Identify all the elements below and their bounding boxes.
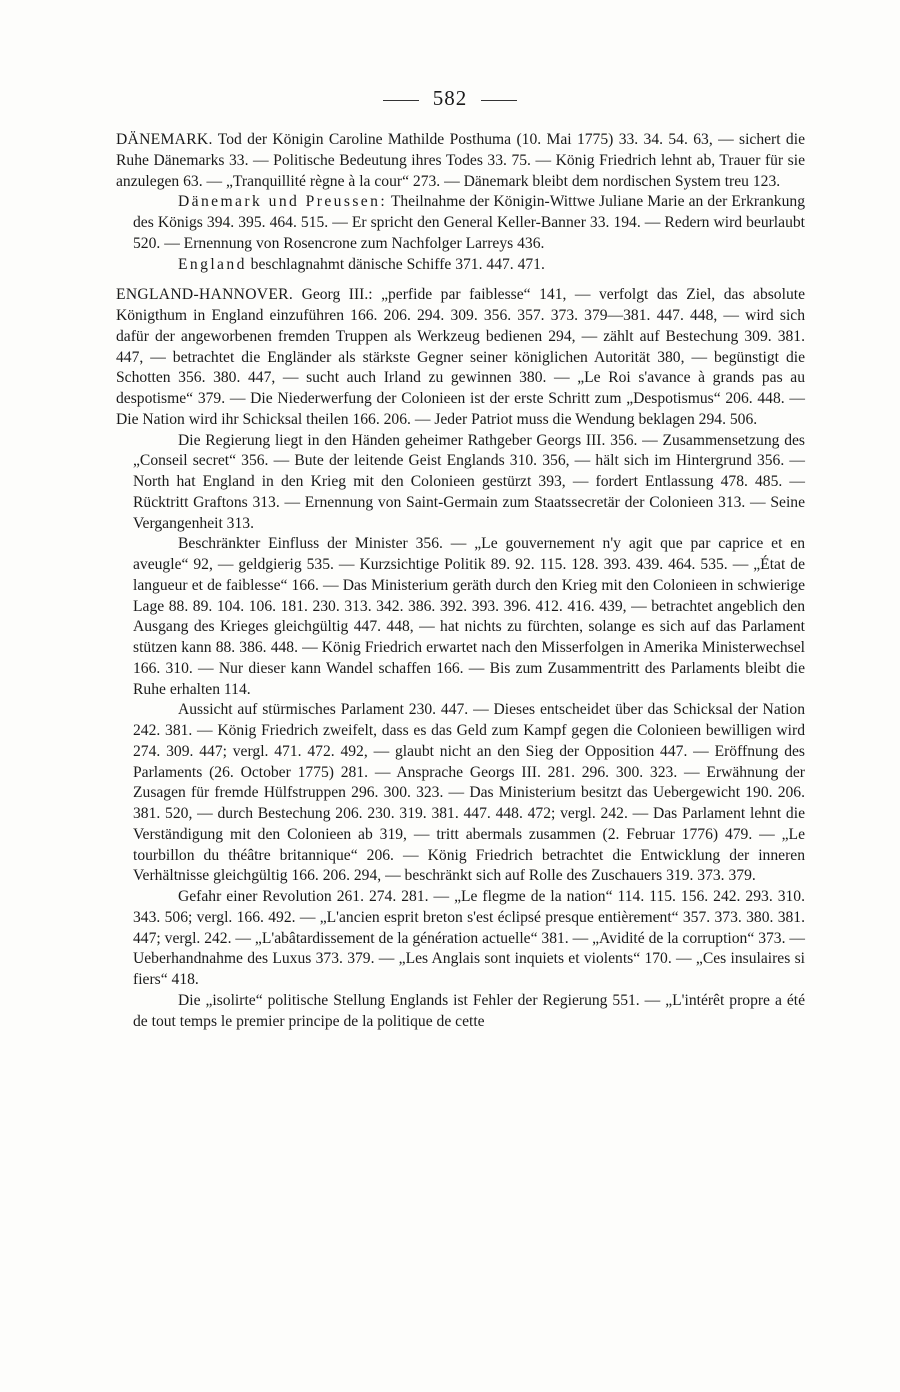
header-dash-left <box>383 100 419 101</box>
entry-paragraph <box>133 700 805 887</box>
paragraph-text: Aussicht auf stürmisches Parlament 230. 447. — Dieses entscheidet über das Schicksal der Nation 242. 381. — König Friedrich zweifelt, dass es das Geld zum Kampf gegen die Colonieen bewilligen wird 274. 309. 447; vergl. 471. 472. 492, — glaubt nicht an den Sieg der Opposition 447. — Eröffnung des Parlaments (26. October 1775) 281. — Ansprache Georgs III. 281. 296. 300. 323. — Erwähnung der Zusagen für fremde Hülfstruppen 296. 300. 323. — Das Ministerium besitzt das Uebergewicht 190. 206. 381. 520, — durch Bestechung 206. 230. 319. 381. 447. 448. 472; vergl. 242. — Das Parlament lehnt die Verständigung mit den Colonieen ab 319, — tritt abermals zusammen (2. Februar 1776) 479. — „Le tourbillon du théâtre britannique“ 206. — König Friedrich betrachtet die Entwicklung der inneren Verhältnisse gleichgültig 166. 206. 294, — beschränkt sich auf Rolle des Zuschauers 319. 373. 379. <box>133 701 805 885</box>
entry-lead-paragraph <box>116 130 805 192</box>
entry-lead-text: Tod der Königin Caroline Mathilde Posthuma (10. Mai 1775) 33. 34. 54. 63, — sichert die Ruhe Dänemarks 33. — Politische Bedeutung ihres Todes 33. 75. — König Friedrich lehnt ab, Trauer für sie anzulegen 63. — „Tranquillité règne à la cour“ 273. — Dänemark bleibt dem nordischen System treu 123. <box>116 131 805 190</box>
page-number: 582 <box>432 86 468 110</box>
entry-paragraph <box>133 255 805 276</box>
index-entry-england-hannover <box>116 285 805 1032</box>
paragraph-text: Theilnahme der Königin-Wittwe Juliane Marie an der Erkrankung des Königs 394. 395. 464. 515. — Er spricht den General Keller-Banner 33. 194. — Redern wird beurlaubt 520. — Ernennung von Rosencrone zum Nachfolger Larreys 436. <box>133 193 805 252</box>
entry-heading: ENGLAND-HANNOVER. <box>116 286 294 304</box>
paragraph-text: beschlagnahmt dänische Schiffe 371. 447. 471. <box>246 255 545 273</box>
entry-paragraph <box>133 192 805 254</box>
header-dash-right <box>481 100 517 101</box>
index-content <box>116 130 805 1042</box>
paragraph-text: Gefahr einer Revolution 261. 274. 281. — „Le flegme de la nation“ 114. 115. 156. 242. 293. 310. 343. 506; vergl. 166. 492. — „L'ancien esprit breton s'est éclipsé presque entièrement“ 357. 373. 380. 381. 447; vergl. 242. — „L'abâtardissement de la génération actuelle“ 381. — „Avidité de la corruption“ 373. — Ueberhandnahme des Luxus 373. 379. — „Les Anglais sont inquiets et violents“ 170. — „Ces insulaires si fiers“ 418. <box>133 888 805 988</box>
entry-paragraph <box>133 887 805 991</box>
entry-lead-text: Georg III.: „perfide par faiblesse“ 141, — verfolgt das Ziel, das absolute Königthum in England einzuführen 166. 206. 294. 309. 356. 357. 373. 379—381. 447. 448, — wird sich dafür der angeworbenen fremden Truppen als Werkzeug bedienen 294, — zählt auf Bestechung 309. 381. 447, — betrachtet die Engländer als stärkste Gegner seiner königlichen Autorität 380, — begünstigt die Schotten 356. 380. 447, — sucht auch Irland zu gewinnen 380. — „Le Roi s'avance à grands pas au despotisme“ 379. — Die Niederwerfung der Colonieen ist der erste Schritt zum „Despotismus“ 206. 448. — Die Nation wird ihr Schicksal theilen 166. 206. — Jeder Patriot muss die Wendung beklagen 294. 506. <box>116 286 805 428</box>
page-header <box>0 86 900 111</box>
entry-paragraph <box>133 534 805 700</box>
entry-paragraph <box>133 991 805 1033</box>
index-entry-daenemark <box>116 130 805 275</box>
entry-heading: DÄNEMARK. <box>116 131 213 148</box>
paragraph-text: Beschränkter Einfluss der Minister 356. — „Le gouvernement n'y agit que par caprice et en aveugle“ 92, — geldgierig 535. — Kurzsichtige Politik 89. 92. 115. 128. 393. 439. 464. 535. — „État de langueur et de faiblesse“ 166. — Das Ministerium geräth durch den Krieg mit den Colonieen in schwierige Lage 88. 89. 104. 106. 181. 230. 313. 342. 386. 392. 393. 396. 412. 416. 439, — betrachtet angeblich den Ausgang des Krieges gleichgültig 447. 448, — hat nichts zu fürchten, solange es sich auf das Parlament stützen kann 88. 386. 448. — König Friedrich erwartet nach den Misserfolgen in Amerika Ministerwechsel 166. 310. — Nur dieser kann Wandel schaffen 166. — Bis zum Zusammentritt des Parlaments bleibt die Ruhe erhalten 114. <box>133 535 805 698</box>
entry-lead-paragraph <box>116 285 805 430</box>
spaced-term: Dänemark und Preussen: <box>178 193 388 211</box>
spaced-term: England <box>178 255 247 273</box>
entry-paragraph <box>133 431 805 535</box>
paragraph-text: Die Regierung liegt in den Händen geheimer Rathgeber Georgs III. 356. — Zusammensetzung des „Conseil secret“ 356. — Bute der leitende Geist Englands 310. 356, — hält sich im Hintergrund 356. — North hat England in den Krieg mit den Colonieen gestürzt 393, — fordert Entlassung 478. 485. — Rücktritt Graftons 313. — Ernennung von Saint-Germain zum Staatssecretär der Colonieen 313. — Seine Vergangenheit 313. <box>133 431 805 532</box>
paragraph-text: Die „isolirte“ politische Stellung Englands ist Fehler der Regierung 551. — „L'intérêt propre a été de tout temps le premier principe de la politique de cette <box>133 991 805 1030</box>
